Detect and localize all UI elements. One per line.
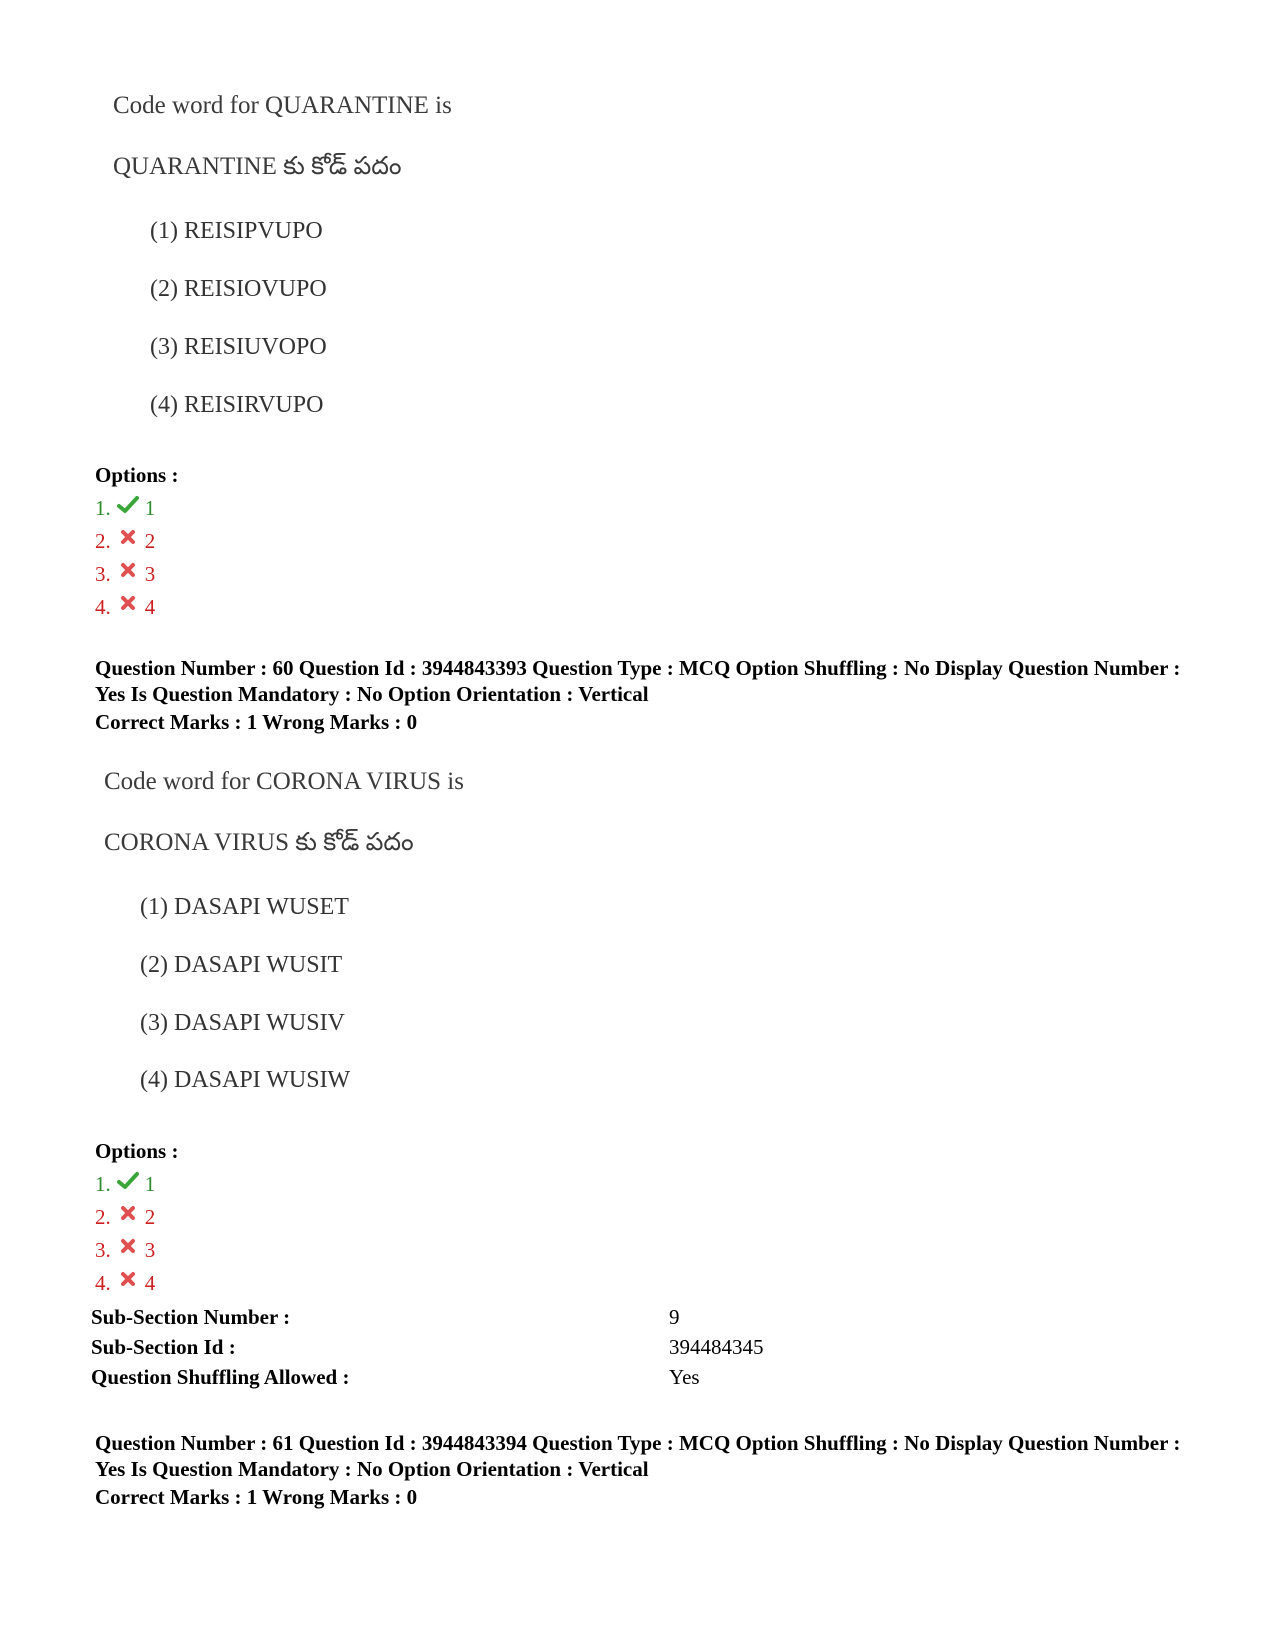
option-number: 2. [95, 529, 111, 553]
question-prompt-te: QUARANTINE కు కోడ్ పదం [113, 153, 402, 180]
question-choice: (1) DASAPI WUSET [140, 894, 349, 920]
option-number: 4. [95, 595, 111, 619]
option-row [95, 496, 155, 521]
cross-icon [117, 528, 139, 548]
cross-icon [117, 1270, 139, 1290]
question-shuffling-value: Yes [669, 1365, 700, 1389]
option-row [95, 1205, 155, 1230]
question-choice: (3) DASAPI WUSIV [140, 1010, 345, 1036]
option-number: 1. [95, 1172, 111, 1196]
option-value: 1 [144, 496, 156, 520]
question-choice: (3) REISIUVOPO [150, 334, 327, 360]
option-value: 1 [144, 1172, 156, 1196]
sub-section-id-label: Sub-Section Id : [91, 1335, 236, 1359]
cross-icon [117, 594, 139, 614]
check-icon [117, 1171, 139, 1191]
sub-section-number-value: 9 [669, 1305, 680, 1329]
options-label: Options : [95, 463, 179, 487]
question-choice: (2) DASAPI WUSIT [140, 952, 343, 978]
option-value: 4 [144, 1271, 156, 1295]
option-value: 2 [144, 1205, 156, 1229]
option-value: 4 [144, 595, 156, 619]
option-row [95, 1271, 155, 1296]
option-number: 4. [95, 1271, 111, 1295]
option-number: 2. [95, 1205, 111, 1229]
question-prompt-en: Code word for CORONA VIRUS is [104, 768, 464, 795]
cross-icon [117, 1204, 139, 1224]
question-meta: Question Number : 61 Question Id : 3944843394 Question Type : MCQ Option Shuffling : No Display Question Number : Yes Is Question Mandatory : No Option Orientation : Vertical [95, 1431, 1181, 1481]
question-choice: (4) DASAPI WUSIW [140, 1067, 351, 1093]
option-value: 3 [144, 1238, 156, 1262]
option-number: 3. [95, 562, 111, 586]
question-choice: (2) REISIOVUPO [150, 276, 327, 302]
question-choice: (1) REISIPVUPO [150, 218, 323, 244]
options-label: Options : [95, 1139, 179, 1163]
option-row [95, 529, 155, 554]
option-number: 1. [95, 496, 111, 520]
option-value: 3 [144, 562, 156, 586]
option-number: 3. [95, 1238, 111, 1262]
question-shuffling-label: Question Shuffling Allowed : [91, 1365, 350, 1389]
sub-section-id-value: 394484345 [669, 1335, 764, 1359]
check-icon [117, 495, 139, 515]
question-meta: Question Number : 60 Question Id : 3944843393 Question Type : MCQ Option Shuffling : No Display Question Number : Yes Is Question Mandatory : No Option Orientation : Vertical [95, 656, 1181, 706]
question-marks: Correct Marks : 1 Wrong Marks : 0 [95, 1485, 418, 1509]
option-row [95, 1172, 155, 1197]
question-marks: Correct Marks : 1 Wrong Marks : 0 [95, 710, 418, 734]
option-row [95, 1238, 155, 1263]
cross-icon [117, 561, 139, 581]
question-prompt-en: Code word for QUARANTINE is [113, 92, 452, 119]
question-prompt-te: CORONA VIRUS కు కోడ్ పదం [104, 829, 414, 856]
option-row [95, 562, 155, 587]
question-choice: (4) REISIRVUPO [150, 392, 324, 418]
cross-icon [117, 1237, 139, 1257]
option-value: 2 [144, 529, 156, 553]
option-row [95, 595, 155, 620]
sub-section-number-label: Sub-Section Number : [91, 1305, 291, 1329]
